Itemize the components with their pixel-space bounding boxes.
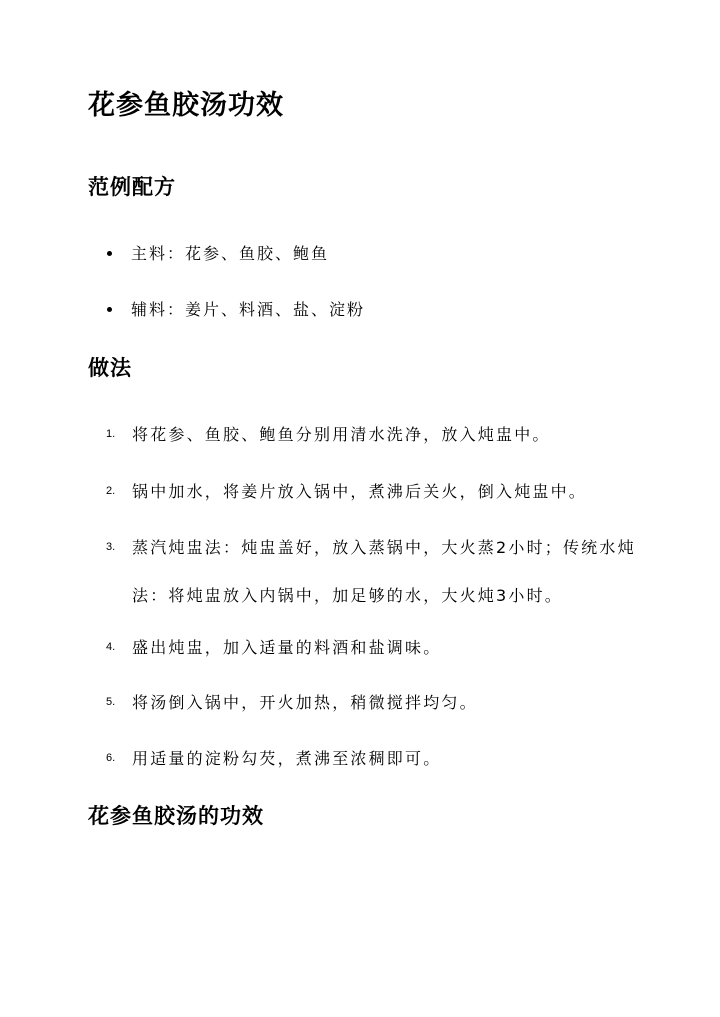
step-number: 6. [106, 752, 116, 764]
step-text: 蒸汽炖盅法：炖盅盖好，放入蒸锅中，大火蒸2小时；传统水炖法：将炖盅放入内锅中，加足够的水，大火炖3小时。 [132, 538, 636, 605]
step-number: 2. [106, 485, 116, 497]
section-heading-effects: 花参鱼胶汤的功效 [88, 804, 264, 828]
list-item-text: 辅料：姜片、料酒、盐、淀粉 [131, 300, 366, 319]
step-text: 将汤倒入锅中，开火加热，稍微搅拌均匀。 [132, 693, 478, 712]
bullet-icon [107, 307, 112, 312]
step-text: 盛出炖盅，加入适量的料酒和盐调味。 [132, 638, 442, 657]
section-heading-recipe: 范例配方 [88, 175, 176, 199]
step-number: 5. [106, 696, 116, 708]
bullet-icon [107, 251, 112, 256]
page-title: 花参鱼胶汤功效 [88, 90, 284, 121]
step-text: 用适量的淀粉勾芡，煮沸至浓稠即可。 [132, 749, 442, 768]
step-number: 1. [106, 428, 116, 440]
step-text: 将花参、鱼胶、鲍鱼分别用清水洗净，放入炖盅中。 [132, 425, 551, 444]
section-heading-method: 做法 [88, 356, 132, 380]
step-text: 锅中加水，将姜片放入锅中，煮沸后关火，倒入炖盅中。 [132, 482, 588, 501]
step-number: 4. [106, 641, 116, 653]
step-number: 3. [106, 541, 116, 553]
list-item-text: 主料：花参、鱼胶、鲍鱼 [131, 244, 330, 263]
